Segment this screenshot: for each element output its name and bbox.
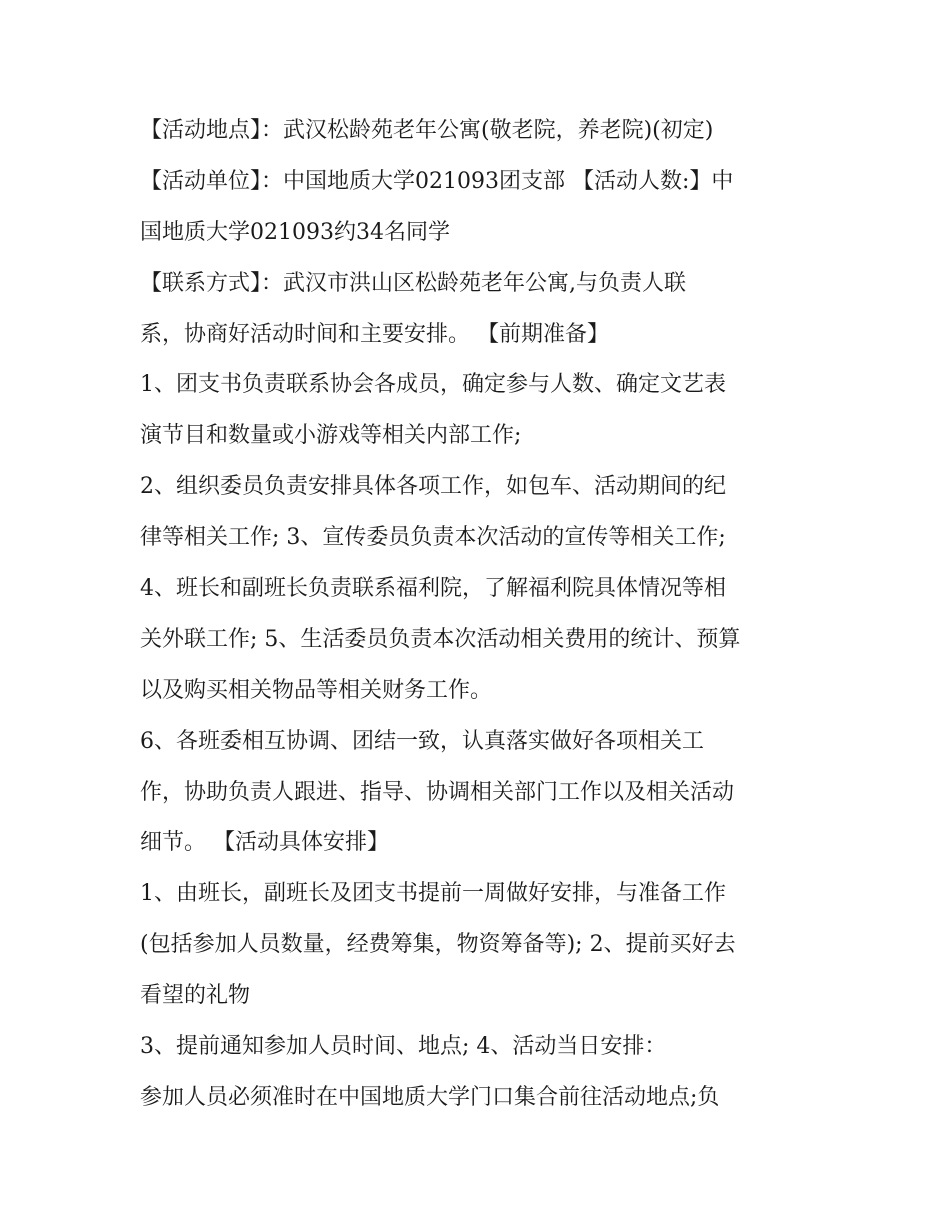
text-line: 【联系方式】：武汉市洪山区松龄苑老年公寓,与负责人联 (140, 270, 686, 296)
text-line: 【活动地点】：武汉松龄苑老年公寓(敬老院，养老院)(初定) (140, 118, 714, 143)
text-line: 看望的礼物 (140, 983, 251, 1009)
text-line: 作，协助负责人跟进、指导、协调相关部门工作以及相关活动 (140, 779, 735, 805)
text-line: 国地质大学021093约34名同学 (140, 219, 450, 245)
text-line: 系，协商好活动时间和主要安排。 【前期准备】 (140, 321, 609, 347)
text-line: 4、班长和副班长负责联系福利院，了解福利院具体情况等相 (140, 576, 726, 602)
text-line: 细节。 【活动具体安排】 (140, 830, 389, 856)
text-line: 演节目和数量或小游戏等相关内部工作; (140, 423, 522, 449)
text-line: 律等相关工作; 3、宣传委员负责本次活动的宣传等相关工作; (140, 525, 726, 551)
text-line: 1、由班长，副班长及团支书提前一周做好安排，与准备工作 (140, 881, 726, 907)
text-line: 【活动单位】：中国地质大学021093团支部 【活动人数:】中 (140, 168, 734, 194)
text-line: 以及购买相关物品等相关财务工作。 (140, 677, 493, 703)
text-line: 参加人员必须准时在中国地质大学门口集合前往活动地点;负 (140, 1084, 720, 1110)
text-line: (包括参加人员数量，经费筹集，物资筹备等); 2、提前买好去 (140, 932, 736, 958)
text-line: 3、提前通知参加人员时间、地点; 4、活动当日安排： (140, 1034, 667, 1060)
text-line: 6、各班委相互协调、团结一致，认真落实做好各项相关工 (140, 728, 704, 754)
document-body (140, 106, 830, 1124)
text-line: 2、组织委员负责安排具体各项工作，如包车、活动期间的纪 (140, 474, 726, 500)
text-line: 关外联工作; 5、生活委员负责本次活动相关费用的统计、预算 (140, 626, 741, 652)
text-line: 1、团支书负责联系协会各成员，确定参与人数、确定文艺表 (140, 372, 726, 398)
